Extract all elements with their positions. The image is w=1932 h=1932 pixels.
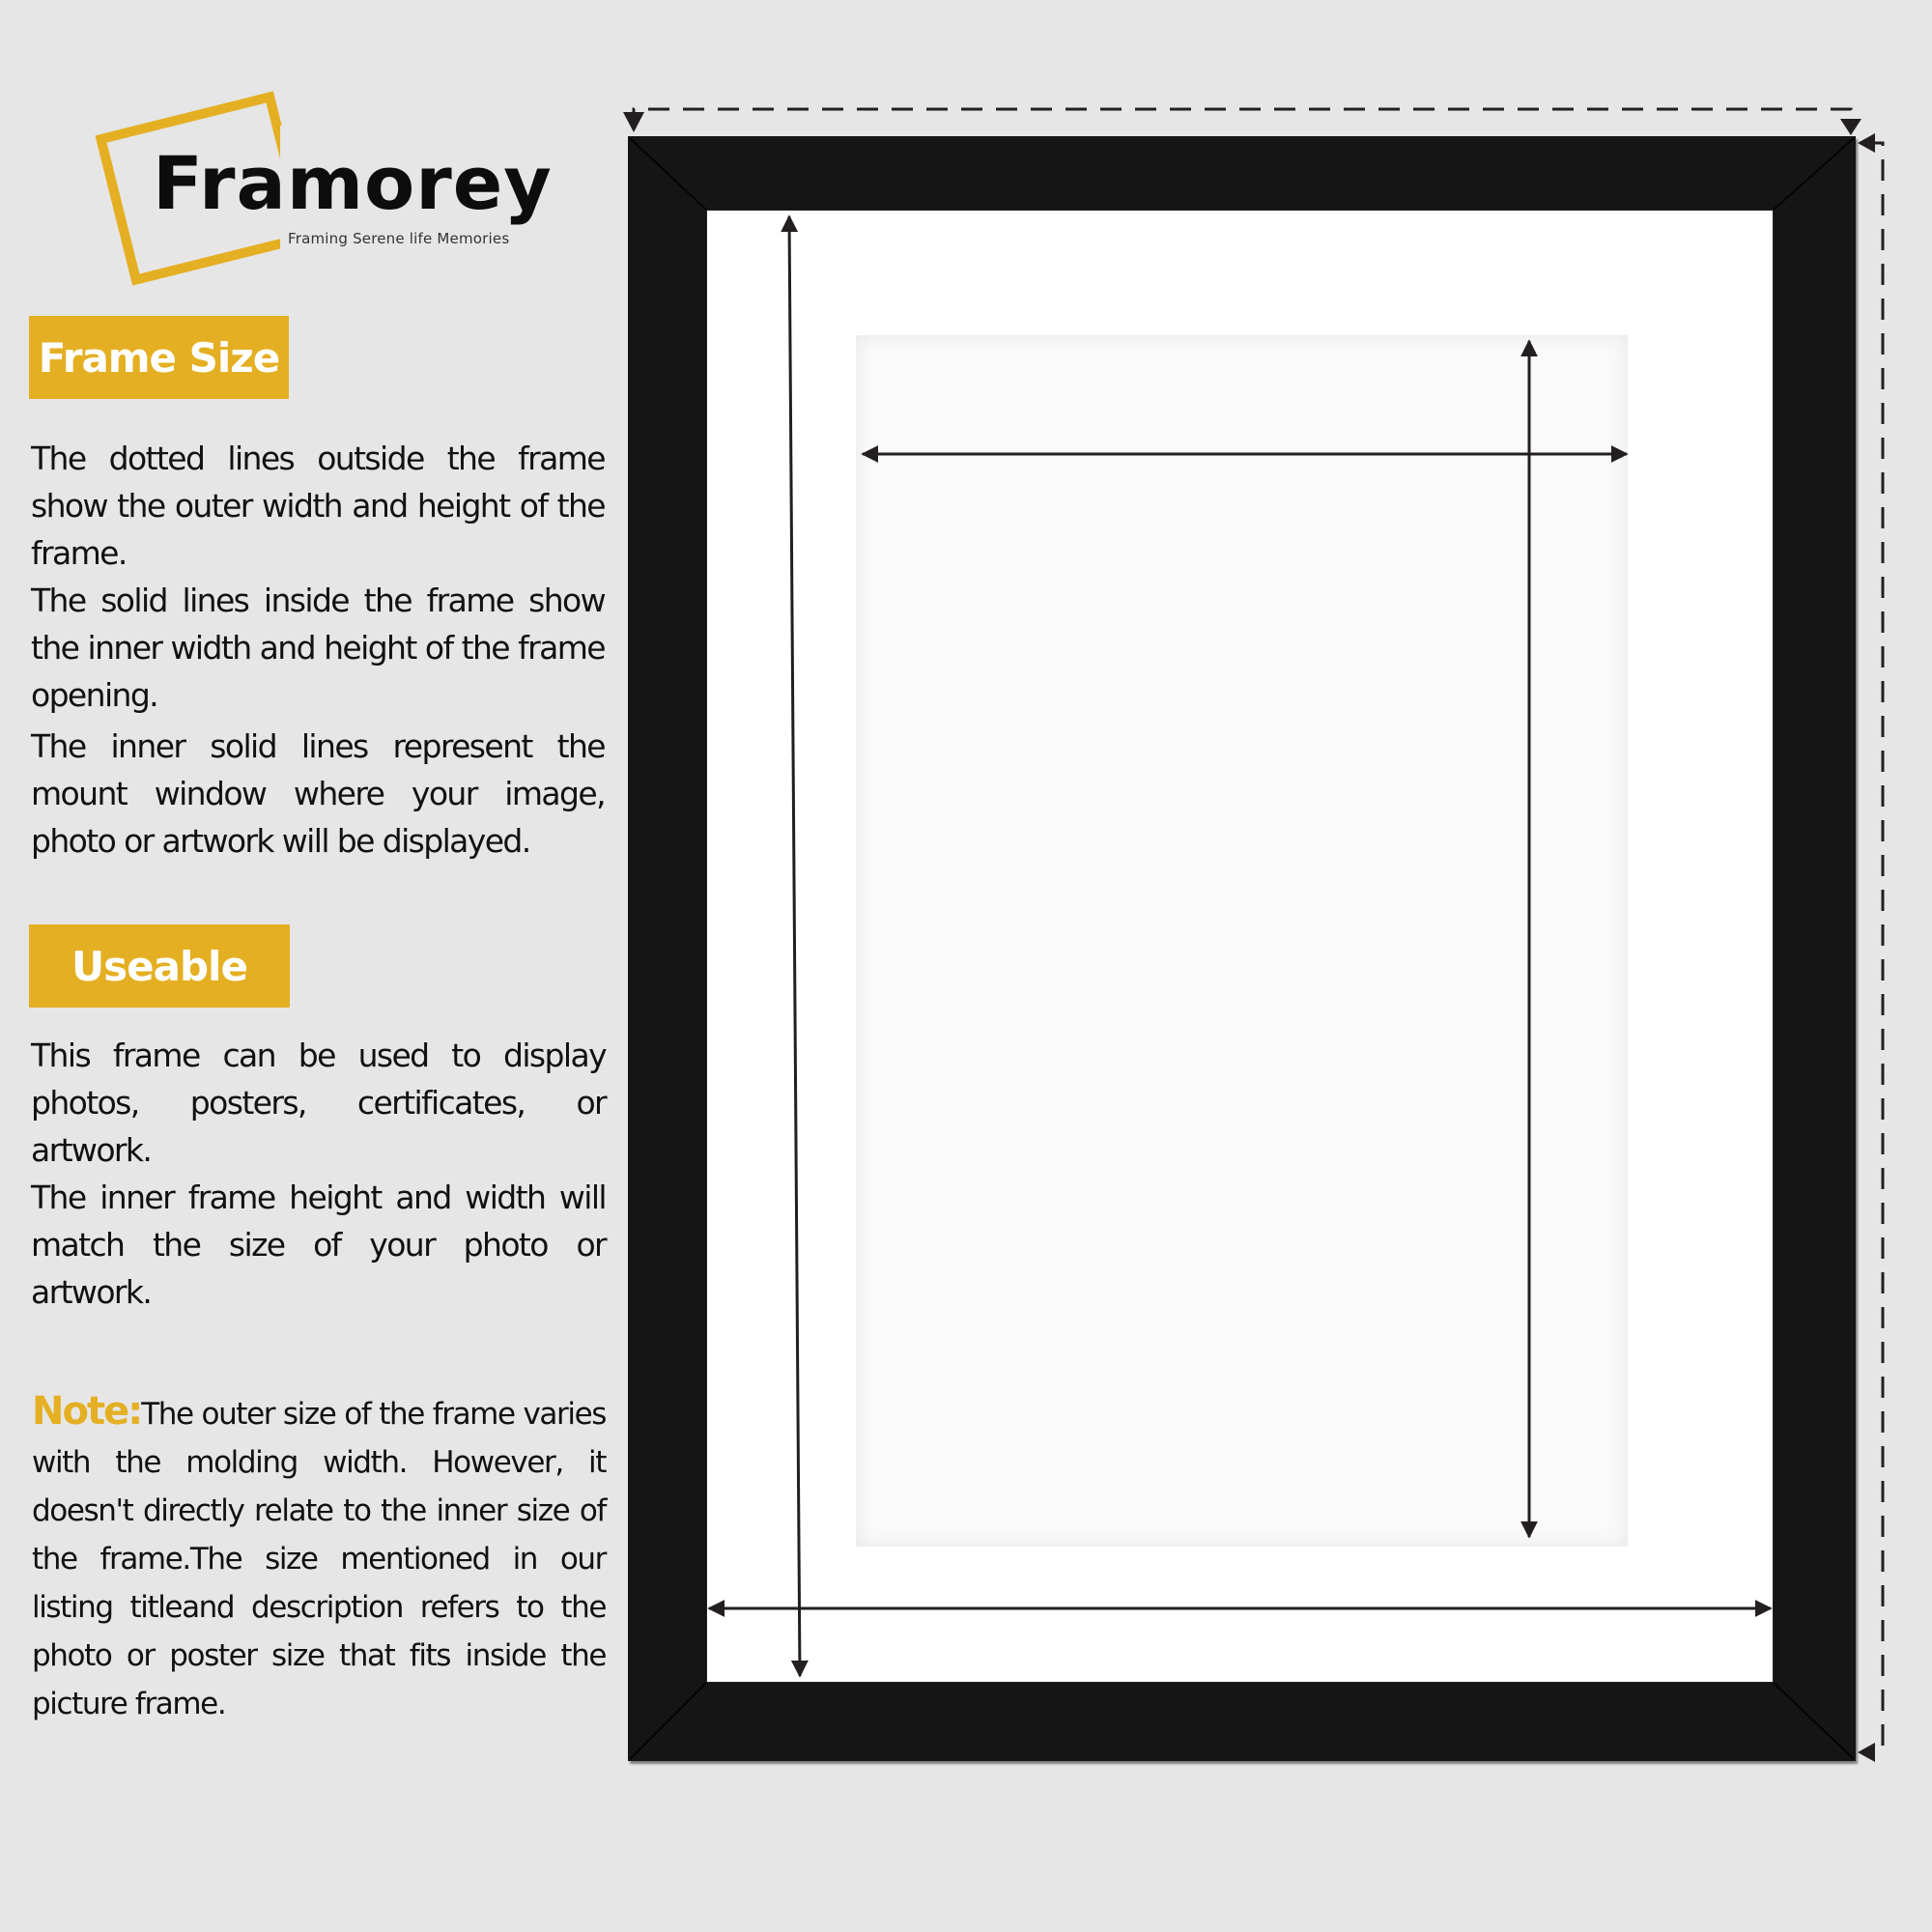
frame-miter-lines bbox=[630, 138, 1854, 1759]
useable-paragraph-size: The inner frame height and width will match the size of your photo or artwork. bbox=[31, 1179, 606, 1311]
useable-paragraph-uses: This frame can be used to display photos, posters, certificates, or artwork. bbox=[31, 1037, 606, 1169]
frame-size-paragraph-inner: The solid lines inside the frame show the inner width and height of the frame opening. bbox=[31, 582, 605, 714]
note-label: Note: bbox=[32, 1389, 142, 1434]
outer-width-dimension bbox=[634, 109, 1851, 129]
brand-tagline: Framing Serene life Memories bbox=[288, 230, 510, 247]
inner-height-dimension bbox=[789, 216, 800, 1676]
useable-heading: Useable bbox=[29, 924, 290, 1008]
brand-name: Framorey bbox=[153, 140, 553, 226]
note-text: The outer size of the frame varies with the molding width. However, it doesn't directly relate to the inner size of the frame.The size mentioned in our listing titleand description refers to the photo or poster size that fits inside the picture frame. bbox=[32, 1397, 606, 1721]
outer-height-dimension bbox=[1864, 143, 1883, 1751]
frame-size-heading: Frame Size bbox=[29, 316, 289, 399]
outer-height-bottom-arrow-icon bbox=[1858, 1743, 1875, 1762]
frame-size-paragraph-outer: The dotted lines outside the frame show the outer width and height of the frame. bbox=[31, 440, 605, 572]
outer-width-right-arrow-icon bbox=[1840, 119, 1861, 135]
outer-height-top-arrow-icon bbox=[1858, 133, 1875, 153]
frame-size-paragraph-mount: The inner solid lines represent the mount window where your image, photo or artwork will be displayed. bbox=[31, 727, 605, 860]
outer-width-left-arrow-icon bbox=[623, 112, 644, 132]
